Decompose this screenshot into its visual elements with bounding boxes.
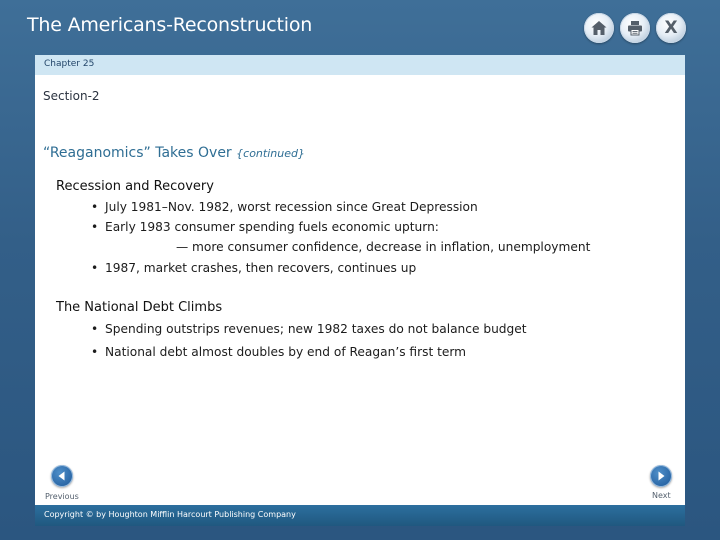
bullet-item: • Spending outstrips revenues; new 1982 taxes do not balance budget — [105, 322, 527, 336]
home-icon — [590, 19, 608, 37]
slide-card — [35, 55, 685, 505]
home-button[interactable] — [584, 13, 614, 43]
chapter-label: Chapter 25 — [44, 59, 95, 69]
bullet-item: • 1987, market crashes, then recovers, continues up — [105, 261, 416, 275]
previous-button[interactable] — [51, 465, 73, 487]
arrow-right-icon — [655, 470, 667, 482]
print-icon — [626, 19, 644, 37]
copyright-text: Copyright © by Houghton Mifflin Harcourt Publishing Company — [44, 510, 296, 519]
chapter-bar — [35, 55, 685, 75]
topic-heading-recession: Recession and Recovery — [56, 179, 214, 194]
next-label[interactable]: Next — [652, 491, 671, 500]
slide-title-suffix: {continued} — [236, 147, 305, 160]
footer-bar — [35, 505, 685, 526]
close-button[interactable] — [656, 13, 686, 43]
app-title: The Americans-Reconstruction — [27, 14, 313, 36]
slide-title — [43, 145, 305, 161]
close-icon: X — [664, 17, 678, 38]
section-label: Section-2 — [43, 89, 100, 103]
arrow-left-icon — [56, 470, 68, 482]
slide-title-text: “Reaganomics” Takes Over — [43, 145, 232, 161]
previous-label[interactable]: Previous — [45, 492, 79, 501]
bullet-subline: — more consumer confidence, decrease in inflation, unemployment — [176, 240, 591, 254]
print-button[interactable] — [620, 13, 650, 43]
next-button[interactable] — [650, 465, 672, 487]
topic-heading-debt: The National Debt Climbs — [56, 300, 223, 315]
bullet-item: • Early 1983 consumer spending fuels economic upturn: — [105, 220, 439, 234]
bullet-item: • National debt almost doubles by end of Reagan’s first term — [105, 345, 466, 359]
bullet-item: • July 1981–Nov. 1982, worst recession since Great Depression — [105, 200, 478, 214]
